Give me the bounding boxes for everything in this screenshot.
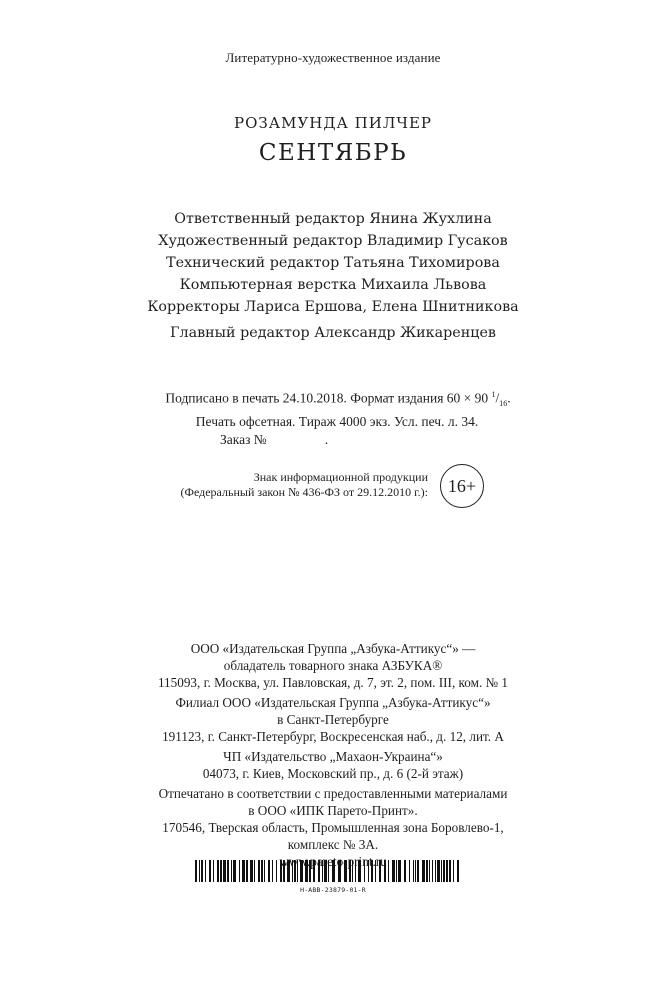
barcode-bar xyxy=(432,860,433,882)
barcode-bar xyxy=(231,860,232,882)
barcode-bar xyxy=(264,860,265,882)
imprint-printer xyxy=(0,785,666,870)
print-line-3 xyxy=(0,431,666,449)
staff-line: Корректоры Лариса Ершова, Елена Шнитникова xyxy=(147,299,519,315)
barcode-bar xyxy=(429,860,430,882)
barcode-bar xyxy=(441,860,442,882)
barcode-bar xyxy=(375,860,376,882)
barcode-bar xyxy=(313,860,315,882)
barcode-bar xyxy=(332,860,335,882)
barcode-bar xyxy=(384,860,386,882)
barcode-bar xyxy=(322,860,323,882)
imprint-branch xyxy=(0,694,666,745)
barcode-bar xyxy=(217,860,219,882)
staff-line: Художественный редактор Владимир Гусаков xyxy=(158,233,508,249)
imprint-line: 04073, г. Киев, Московский пр., д. 6 (2-й этаж) xyxy=(202,766,464,781)
barcode-bar xyxy=(358,860,361,882)
barcode-bar xyxy=(371,860,373,882)
staff-line: Ответственный редактор Янина Жухлина xyxy=(174,211,492,227)
barcode-bar xyxy=(426,860,428,882)
barcode-bar xyxy=(437,860,440,882)
barcode-bar xyxy=(392,860,395,882)
barcode-bar xyxy=(396,860,397,882)
barcode-bar xyxy=(355,860,356,882)
print-info xyxy=(0,386,666,449)
imprint-line: 191123, г. Санкт-Петербург, Воскресенская наб., д. 12, лит. А xyxy=(162,729,504,744)
barcode-bar xyxy=(250,860,253,882)
barcode-bar xyxy=(292,860,293,882)
barcode-bar xyxy=(422,860,425,882)
barcode-bar xyxy=(258,860,260,882)
barcode-bar xyxy=(415,860,416,882)
imprint-line: ЧП «Издательство „Махаон-Украина“» xyxy=(223,749,443,764)
barcode-bar xyxy=(213,860,214,882)
barcode-bar xyxy=(309,860,311,882)
barcode-bar xyxy=(413,860,414,882)
barcode-bar xyxy=(417,860,419,882)
book-title: СЕНТЯБРЬ xyxy=(258,140,408,166)
barcode-bar xyxy=(280,860,282,882)
barcode-label: H-ABB-23879-01-R xyxy=(300,886,366,894)
imprint-ukraine xyxy=(0,748,666,782)
barcode-bar xyxy=(227,860,229,882)
barcode-bar xyxy=(239,860,240,882)
barcode-bar xyxy=(338,860,341,882)
imprint-line: 170546, Тверская область, Промышленная зона Боровлево-1, xyxy=(162,820,504,835)
barcode-bar xyxy=(398,860,401,882)
barcode-bar xyxy=(404,860,406,882)
barcode-bar xyxy=(364,860,365,882)
barcode-bar xyxy=(199,860,200,882)
format-separator: / xyxy=(495,390,500,406)
barcode-bar xyxy=(443,860,445,882)
order-label: Заказ № xyxy=(220,432,267,448)
barcode-bar xyxy=(272,860,273,882)
imprint-line: в Санкт-Петербурге xyxy=(277,712,389,727)
barcode-bar xyxy=(242,860,245,882)
barcode-bar xyxy=(276,860,277,882)
barcode-bar xyxy=(409,860,410,882)
barcode-bar xyxy=(300,860,303,882)
barcode-bar xyxy=(268,860,270,882)
barcode-bar xyxy=(220,860,222,882)
barcode-bar xyxy=(205,860,206,882)
barcode-bar xyxy=(209,860,211,882)
barcode-bar xyxy=(261,860,263,882)
print-line-1 xyxy=(0,386,666,413)
barcode-bar xyxy=(435,860,436,882)
age-rating-label xyxy=(180,470,428,500)
age-rating-badge xyxy=(440,464,484,508)
barcode-bar xyxy=(324,860,327,882)
barcode-bar xyxy=(223,860,226,882)
chief-editor: Главный редактор Александр Жикаренцев xyxy=(170,325,496,341)
imprint-line: Филиал ООО «Издательская Группа „Азбука-Аттикус“» xyxy=(175,695,491,710)
barcode-bar xyxy=(201,860,203,882)
rating-label-line: Знак информационной продукции xyxy=(253,470,428,484)
barcode-bar xyxy=(379,860,381,882)
publisher-imprint xyxy=(0,640,666,873)
rating-law-line: (Федеральный закон № 436-ФЗ от 29.12.2010 г.): xyxy=(180,485,428,499)
barcode-bar xyxy=(246,860,248,882)
barcode-bar xyxy=(297,860,298,882)
barcode-bar xyxy=(318,860,320,882)
imprint-publisher xyxy=(0,640,666,691)
editorial-staff xyxy=(0,208,666,344)
barcode-bar xyxy=(368,860,369,882)
barcode-bar xyxy=(283,860,285,882)
imprint-line: в ООО «ИПК Парето-Принт». xyxy=(248,803,418,818)
barcode-bar xyxy=(233,860,236,882)
barcode-bar xyxy=(294,860,296,882)
barcode-bar xyxy=(453,860,454,882)
barcode-bar xyxy=(305,860,308,882)
age-rating-value: 16+ xyxy=(447,475,477,496)
print-line-2: Печать офсетная. Тираж 4000 экз. Усл. печ. л. 34. xyxy=(195,414,479,430)
barcode-bar xyxy=(449,860,451,882)
format-denominator: 16 xyxy=(499,399,508,409)
staff-line: Технический редактор Татьяна Тихомирова xyxy=(166,255,500,271)
barcode-bar xyxy=(457,860,459,882)
format-period: . xyxy=(507,390,511,406)
imprint-line: обладатель товарного знака АЗБУКА® xyxy=(223,658,443,673)
barcode xyxy=(195,860,463,882)
barcode-bar xyxy=(388,860,389,882)
print-signed-format: Подписано в печать 24.10.2018. Формат издания 60 × 90 xyxy=(165,390,492,406)
order-period: . xyxy=(324,432,329,448)
edition-type: Литературно-художественное издание xyxy=(225,50,441,65)
barcode-bar xyxy=(344,860,347,882)
barcode-bar xyxy=(254,860,255,882)
imprint-line: комплекс № 3А. xyxy=(287,837,379,852)
barcode-bar xyxy=(349,860,351,882)
barcode-bar xyxy=(446,860,448,882)
format-numerator: 1 xyxy=(491,390,496,399)
imprint-line: Отпечатано в соответствии с предоставленными материалами xyxy=(158,786,508,801)
barcode-bar xyxy=(328,860,329,882)
barcode-bar xyxy=(352,860,353,882)
author-name: РОЗАМУНДА ПИЛЧЕР xyxy=(233,114,432,132)
barcode-bar xyxy=(195,860,197,882)
imprint-line: 115093, г. Москва, ул. Павловская, д. 7, эт. 2, пом. III, ком. № 1 xyxy=(157,675,509,690)
imprint-line: ООО «Издательская Группа „Азбука-Аттикус“» — xyxy=(190,641,476,656)
barcode-bar xyxy=(287,860,290,882)
staff-line: Компьютерная верстка Михаила Львова xyxy=(179,277,487,293)
